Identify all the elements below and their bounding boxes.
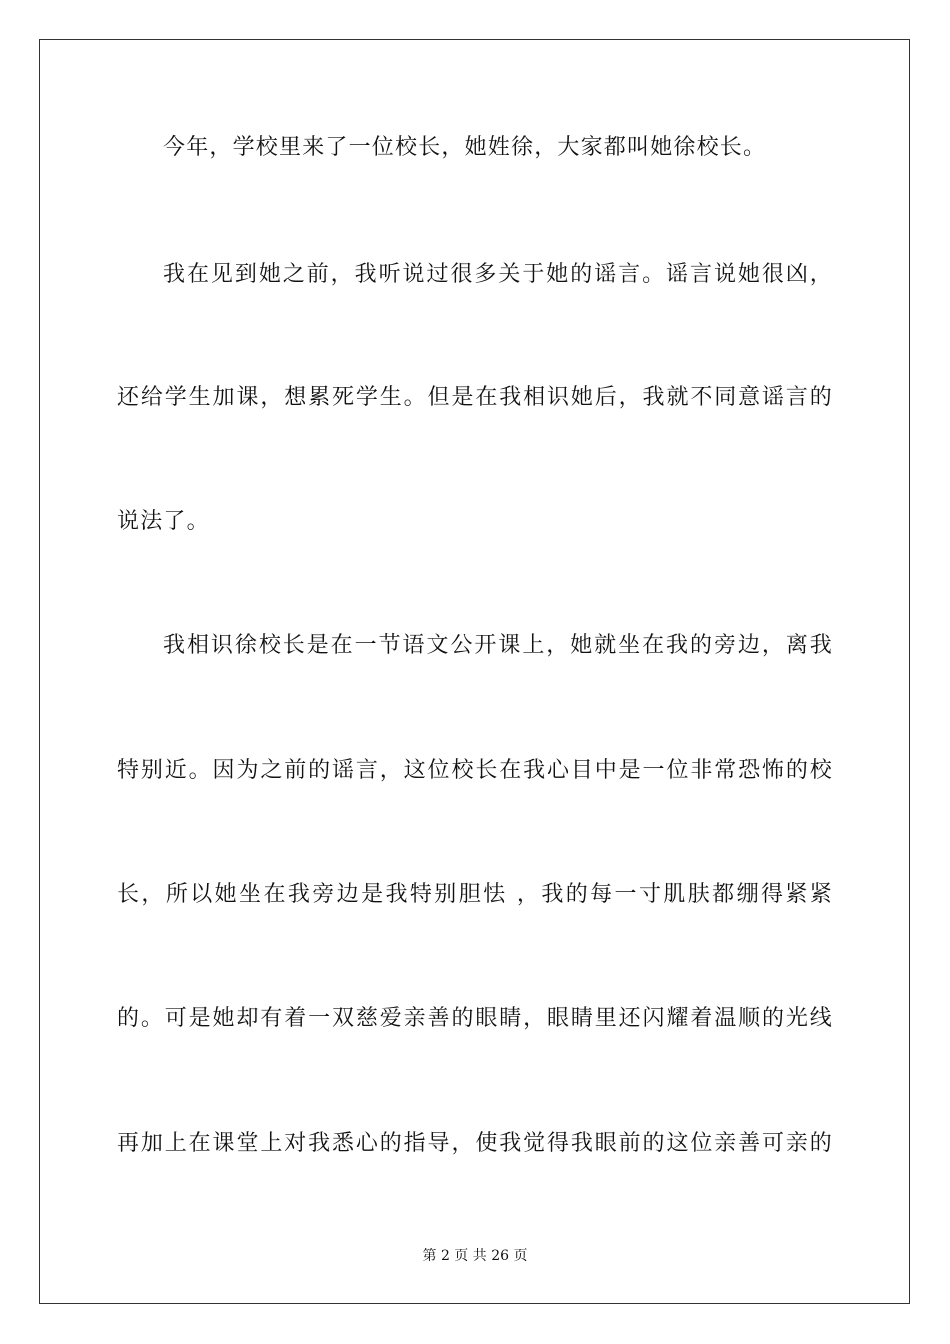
text-line-6: 特别近。因为之前的谣言，这位校长在我心目中是一位非常恐怖的校 [117,758,833,783]
text-line-3: 还给学生加课，想累死学生。但是在我相识她后，我就不同意谣言的 [117,385,833,410]
text-line-8: 的。可是她却有着一双慈爱亲善的眼睛，眼睛里还闪耀着温顺的光线 [117,1006,833,1031]
page-number-footer: 第 2 页 共 26 页 [422,1248,528,1264]
text-line-7: 长，所以她坐在我旁边是我特别胆怯 ，我的每一寸肌肤都绷得紧紧 [117,882,833,907]
text-line-4: 说法了。 [117,509,210,534]
text-line-5: 我相识徐校长是在一节语文公开课上，她就坐在我的旁边，离我 [163,633,833,658]
page-border [39,39,910,1304]
text-line-2: 我在见到她之前，我听说过很多关于她的谣言。谣言说她很凶， [163,262,833,287]
text-line-1: 今年，学校里来了一位校长，她姓徐，大家都叫她徐校长。 [163,135,767,160]
text-line-9: 再加上在课堂上对我悉心的指导，使我觉得我眼前的这位亲善可亲的 [117,1131,833,1156]
